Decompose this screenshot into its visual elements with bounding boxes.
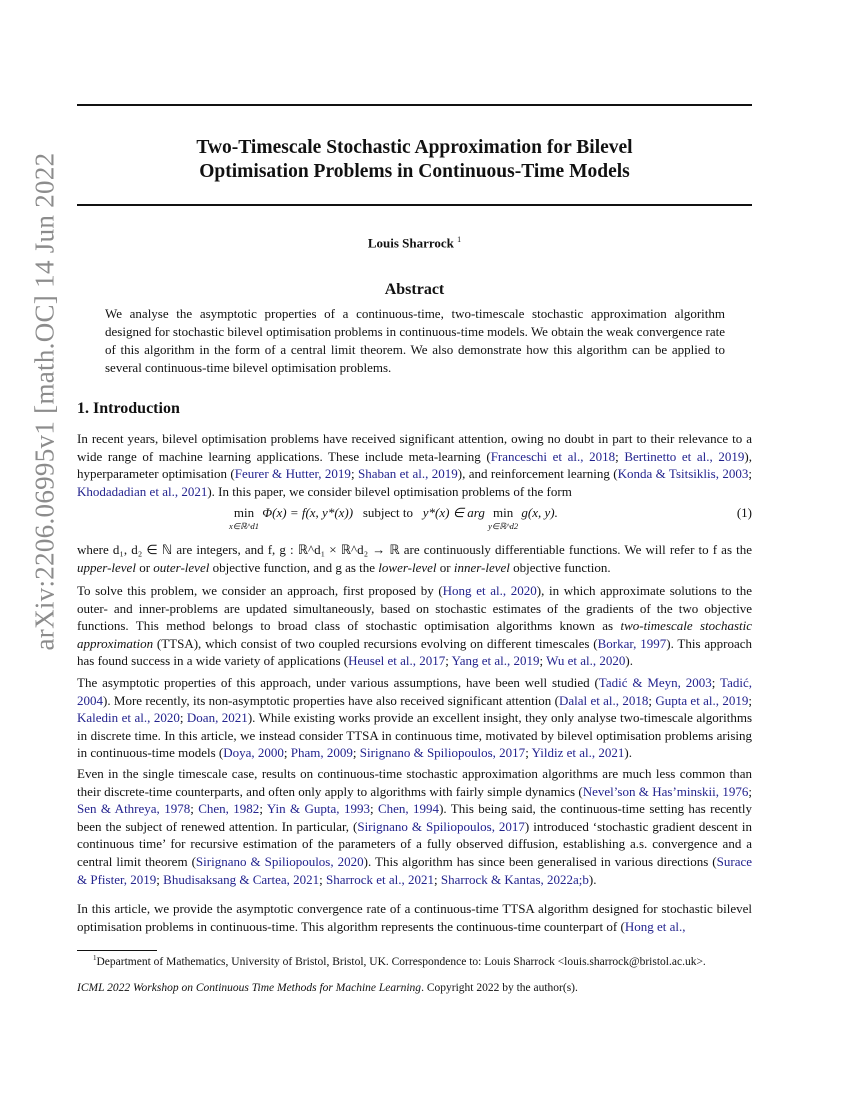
emphasized-text: two-timescale stochastic approximation <box>77 618 753 651</box>
title-line-2: Optimisation Problems in Continuous-Time Models <box>199 161 630 182</box>
body-text: where d₁, d₂ ∈ ℕ are integers, and f, g : ℝ^d₁ × ℝ^d₂ → ℝ are continuously differentiable functions. We will refer to f as the <box>77 542 752 557</box>
body-text: ). <box>625 653 634 669</box>
citation-link[interactable]: Sirignano & Spiliopoulos, 2020 <box>195 853 364 869</box>
venue-name: ICML 2022 Workshop on Continuous Time Methods for Machine Learning <box>77 982 422 994</box>
emphasized-text: outer-level <box>153 559 210 575</box>
body-text: ). This algorithm has since been generalised in various directions ( <box>363 853 717 869</box>
eq-argmin: min <box>493 505 514 520</box>
citation-link[interactable]: Sirignano & Spiliopoulos, 2017 <box>357 818 525 834</box>
citation-link[interactable]: Bhudisaksang & Cartea, 2021 <box>163 871 320 887</box>
paper-title <box>77 136 752 184</box>
citation-link[interactable]: Doya, 2000 <box>223 745 284 761</box>
footnote-rule <box>77 950 157 951</box>
paragraph-6 <box>77 900 752 935</box>
equation-number: (1) <box>736 505 752 520</box>
emphasized-text: inner-level <box>453 559 510 575</box>
citation-link[interactable]: Yang et al., 2019 <box>451 653 540 669</box>
body-text: ), and reinforcement learning ( <box>457 466 618 482</box>
copyright-text: . Copyright 2022 by the author(s). <box>421 982 578 994</box>
body-text: In recent years, bilevel optimisation problems have received significant attention, owing no doubt in part to their relevance to a wide range of machine learning applications. These include meta-learning ( <box>77 431 752 464</box>
emphasized-text: lower-level <box>378 559 437 575</box>
abstract-text: We analyse the asymptotic properties of a continuous-time, two-timescale stochastic approximation algorithm designed for stochastic bilevel optimisation problems in continuous-time models. We obtain the weak convergence rate of this algorithm in the form of a central limit theorem. We also demonstrate how this algorithm can be applied to several continuous-time bilevel optimisation problems. <box>105 306 725 375</box>
citation-link[interactable]: Heusel et al., 2017 <box>348 653 446 669</box>
body-text: (TTSA), which consist of two coupled recursions evolving on different timescales ( <box>153 635 598 651</box>
body-text: objective function, and g as the <box>209 559 379 575</box>
author-affiliation-mark: 1 <box>457 235 462 244</box>
body-text: ). While existing works provide an excellent insight, they only analyse two-timescale algorithms in discrete time. In this article, we instead consider TTSA in continuous time, motivated by bilevel optimisation problems arising in continuous-time models ( <box>77 710 753 761</box>
title-line-1: Two-Timescale Stochastic Approximation for Bilevel <box>196 137 633 158</box>
body-text: ), hyperparameter optimisation ( <box>77 448 752 482</box>
citation-link[interactable]: Pham, 2009 <box>290 745 353 761</box>
eq-argmin-subscript: y∈ℝ^d2 <box>488 521 519 531</box>
body-text: ). More recently, its non-asymptotic properties have also received significant attention ( <box>103 692 559 708</box>
citation-link[interactable]: Wu et al., 2020 <box>546 653 626 669</box>
emphasized-text: upper-level <box>77 559 136 575</box>
citation-link[interactable]: Konda & Tsitsiklis, 2003 <box>617 466 749 482</box>
body-text: In this article, we provide the asymptotic convergence rate of a continuous-time TTSA algorithm designed for stochastic bilevel optimisation problems in continuous-time. This algorithm represents the continuous-time counterpart of ( <box>77 901 752 934</box>
body-text: ; <box>748 783 752 799</box>
citation-link[interactable]: Franceschi et al., 2018 <box>490 448 616 464</box>
citation-link[interactable]: Yildiz et al., 2021 <box>531 745 625 761</box>
citation-link[interactable]: Tadić, 2004 <box>77 675 752 708</box>
body-text: or <box>135 559 154 575</box>
body-text: The asymptotic properties of this approach, under various assumptions, have been well studied ( <box>77 675 599 690</box>
footnote-mark: 1 <box>93 954 97 962</box>
body-text: ; <box>615 448 625 464</box>
citation-link[interactable]: Khodadadian et al., 2021 <box>77 483 208 499</box>
body-text: Even in the single timescale case, results on continuous-time stochastic approximation algorithms are much less common than their discrete-time counterparts, and often only apply to algorithms with fairly simple dynamics ( <box>77 766 752 799</box>
body-text: ). <box>624 745 632 761</box>
body-text: ), in which approximate solutions to the outer- and inner-problems are updated simultaneously, based on stochastic estimates of the gradients of the two objective functions. This method belongs to broad class of stochastic optimisation algorithms known as <box>77 583 752 634</box>
body-text: ; <box>259 801 267 817</box>
paragraph-2 <box>77 541 752 576</box>
eq-min-subscript: x∈ℝ^d1 <box>229 521 259 531</box>
body-text: ; <box>190 801 199 817</box>
paragraph-5 <box>77 765 752 888</box>
citation-link[interactable]: Dalal et al., 2018 <box>558 692 649 708</box>
body-text: ; <box>319 871 327 887</box>
body-text: ; <box>711 675 721 690</box>
citation-link[interactable]: Hong et al., 2020 <box>442 583 537 598</box>
citation-link[interactable]: Borkar, 1997 <box>597 635 667 651</box>
eq-min: min <box>233 505 255 520</box>
citation-link[interactable]: Yin & Gupta, 1993 <box>266 801 370 817</box>
title-bottom-rule <box>77 204 752 206</box>
citation-link[interactable]: Gupta et al., 2019 <box>655 692 749 708</box>
venue-notice <box>77 982 578 994</box>
eq-constraint-lhs: y*(x) ∈ arg <box>422 505 485 520</box>
citation-link[interactable]: Chen, 1982 <box>198 801 260 817</box>
body-text: ; <box>179 710 187 726</box>
body-text: ; <box>525 745 532 761</box>
body-text: ; <box>369 801 378 817</box>
paragraph-1 <box>77 430 752 500</box>
body-text: ; <box>350 466 358 482</box>
paragraph-3 <box>77 582 752 670</box>
arxiv-identifier-stamp: arXiv:2206.06995v1 [math.OC] 14 Jun 2022 <box>29 152 60 651</box>
body-text: or <box>436 559 454 575</box>
eq-subject-to: subject to <box>362 505 414 520</box>
paragraph-4 <box>77 674 752 762</box>
citation-link[interactable]: Sharrock et al., 2021 <box>326 871 434 887</box>
body-text: ). This being said, the continuous-time setting has recently been the subject of renewed attention. In particular, ( <box>77 801 752 834</box>
body-text: ). This approach has found success in a wide variety of applications ( <box>77 635 752 669</box>
body-text: ) introduced ‘stochastic gradient descent in continuous time’ for recursive estimation of the parameters of a fully observed diffusion, establishing a.s. convergence and a central limit theorem ( <box>77 818 752 869</box>
author-name: Louis Sharrock <box>367 235 454 251</box>
body-text: ). <box>588 871 597 887</box>
section-heading-introduction: 1. Introduction <box>77 400 180 417</box>
citation-link[interactable]: Sirignano & Spiliopoulos, 2017 <box>359 745 526 761</box>
eq-constraint-rhs: g(x, y). <box>521 505 558 520</box>
eq-objective: Φ(x) = f(x, y*(x)) <box>262 505 354 520</box>
footnote-text: Department of Mathematics, University of Bristol, Bristol, UK. Correspondence to: Louis Sharrock <louis.sharrock@bristol.ac.uk>. <box>96 955 706 968</box>
body-text: ; <box>352 745 360 761</box>
top-rule <box>77 104 752 106</box>
citation-link[interactable]: Bertinetto et al., 2019 <box>624 448 745 464</box>
body-text: ; <box>648 692 656 708</box>
citation-link[interactable]: Kaledin et al., 2020 <box>77 710 180 726</box>
citation-link[interactable]: Feurer & Hutter, 2019 <box>234 466 351 482</box>
footnote <box>93 954 706 968</box>
body-text: ; <box>283 745 291 761</box>
citation-link[interactable]: Hong et al., <box>624 918 686 934</box>
citation-link[interactable]: Sharrock & Kantas, 2022a;b <box>440 871 589 887</box>
author-line <box>77 235 752 251</box>
citation-link[interactable]: Nevel’son & Has’minskii, 1976 <box>582 783 749 799</box>
body-text: ). In this paper, we consider bilevel optimisation problems of the form <box>207 483 572 499</box>
body-text: ; <box>539 653 547 669</box>
citation-link[interactable]: Sen & Athreya, 1978 <box>77 801 191 817</box>
body-text: ; <box>748 692 752 708</box>
citation-link[interactable]: Surace & Pfister, 2019 <box>77 853 753 887</box>
body-text: ; <box>748 466 752 482</box>
abstract-heading: Abstract <box>384 281 445 298</box>
citation-link[interactable]: Chen, 1994 <box>377 801 440 817</box>
body-text: To solve this problem, we consider an approach, first proposed by ( <box>77 583 443 598</box>
citation-link[interactable]: Tadić & Meyn, 2003 <box>598 675 712 690</box>
citation-link[interactable]: Shaban et al., 2019 <box>357 466 458 482</box>
body-text: ; <box>433 871 441 887</box>
body-text: ; <box>156 871 164 887</box>
equation-1 <box>77 505 752 539</box>
body-text: objective function. <box>509 559 611 575</box>
citation-link[interactable]: Doan, 2021 <box>186 710 248 726</box>
body-text: ; <box>445 653 452 669</box>
